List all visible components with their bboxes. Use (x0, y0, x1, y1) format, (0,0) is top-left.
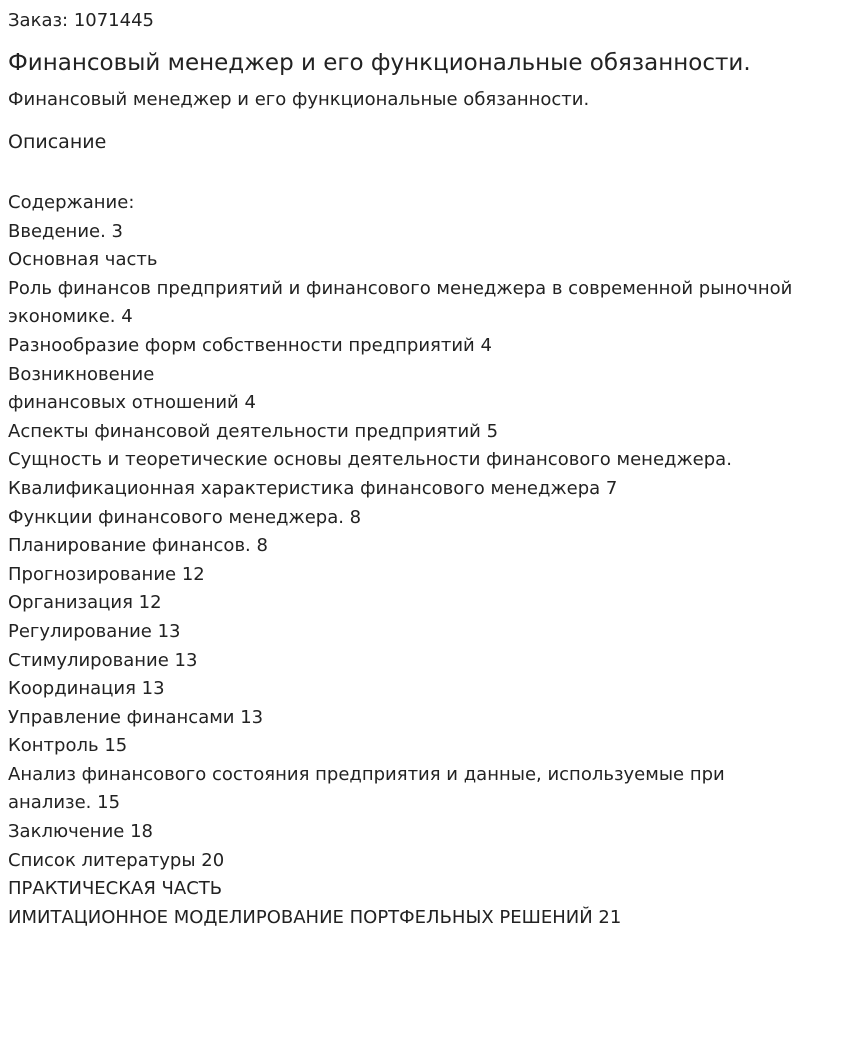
toc-line: Возникновение (8, 363, 155, 385)
toc-line: Координация 13 (8, 678, 165, 700)
toc-line: Стимулирование 13 (8, 649, 198, 671)
toc-line: Основная часть (8, 249, 158, 271)
toc-line: Разнообразие форм собственности предприятий 4 (8, 334, 492, 356)
toc-line: Функции финансового менеджера. 8 (8, 506, 362, 528)
toc-line: Регулирование 13 (8, 620, 181, 642)
toc-line: Прогнозирование 12 (8, 563, 205, 585)
toc-line: Заключение 18 (8, 821, 153, 843)
page-title: Финансовый менеджер и его функциональные обязанности. (8, 50, 751, 76)
toc-line: Список литературы 20 (8, 849, 225, 871)
toc-line: Контроль 15 (8, 735, 128, 757)
description-heading: Описание (8, 131, 107, 153)
toc-line: Организация 12 (8, 592, 162, 614)
toc-line: Роль финансов предприятий и финансового менеджера в современной рыночной (8, 277, 793, 299)
toc-line: экономике. 4 (8, 306, 133, 328)
toc-line: Планирование финансов. 8 (8, 535, 268, 557)
toc-line: Квалификационная характеристика финансового менеджера 7 (8, 477, 618, 499)
page-subtitle: Финансовый менеджер и его функциональные обязанности. (8, 89, 590, 110)
toc-line: финансовых отношений 4 (8, 392, 256, 414)
table-of-contents (8, 189, 839, 932)
toc-line: Анализ финансового состояния предприятия и данные, используемые при (8, 763, 725, 785)
toc-line: ИМИТАЦИОННОЕ МОДЕЛИРОВАНИЕ ПОРТФЕЛЬНЫХ РЕШЕНИЙ 21 (8, 906, 622, 928)
toc-line: ПРАКТИЧЕСКАЯ ЧАСТЬ (8, 878, 223, 900)
toc-line: Содержание: (8, 192, 135, 213)
order-number: Заказ: 1071445 (8, 10, 154, 31)
toc-line: анализе. 15 (8, 792, 121, 814)
toc-line: Сущность и теоретические основы деятельности финансового менеджера. (8, 449, 732, 471)
toc-line: Введение. 3 (8, 220, 123, 242)
toc-line: Аспекты финансовой деятельности предприятий 5 (8, 420, 499, 442)
toc-line: Управление финансами 13 (8, 706, 264, 728)
